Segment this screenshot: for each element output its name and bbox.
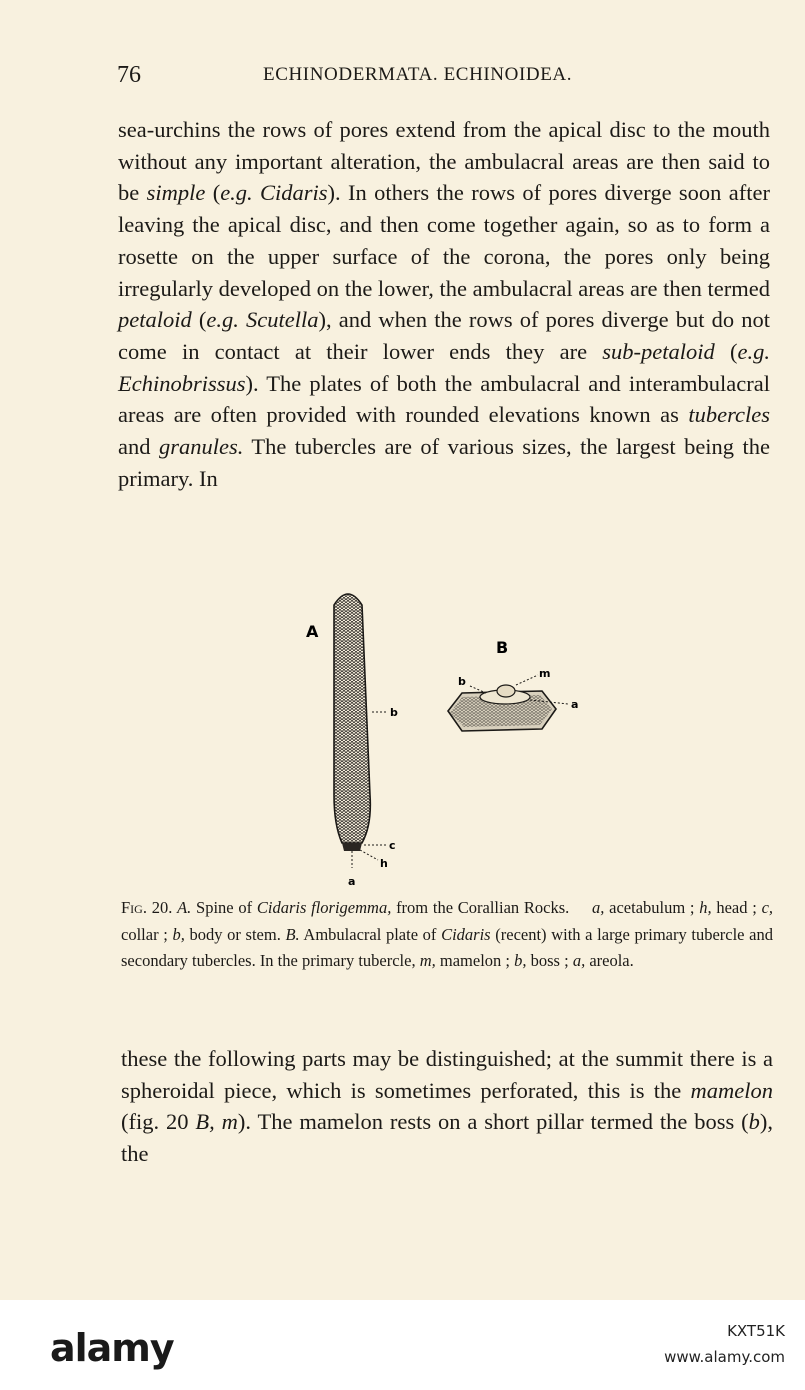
caption-body: a, acetabulum ; h, head ; c, collar ; b, body or stem. B. Ambulacral plate of Cidaris (recent) with a large primary tubercle and secondary tubercles. In the primary tubercle, m, mamelon ; b, boss ; a, areola. bbox=[121, 898, 774, 970]
label-B: B bbox=[496, 638, 509, 657]
caption-fig-label: Fig. bbox=[121, 898, 147, 917]
label-spine-b: b bbox=[390, 706, 398, 719]
label-plate-b: b bbox=[458, 675, 466, 688]
italic-run: m, bbox=[419, 951, 436, 970]
spine-body bbox=[334, 594, 370, 843]
figure-caption bbox=[121, 895, 773, 975]
page-number: 76 bbox=[117, 62, 141, 88]
italic-run: b, bbox=[172, 924, 185, 944]
spine-collar bbox=[342, 843, 362, 851]
italic-run: e.g. Echinobrissus bbox=[118, 338, 770, 396]
alamy-logo: alamy bbox=[50, 1326, 174, 1370]
italic-run: mamelon bbox=[690, 1077, 773, 1103]
italic-run: simple bbox=[146, 180, 206, 206]
label-spine-c: c bbox=[389, 839, 396, 852]
label-plate-m: m bbox=[539, 667, 551, 680]
caption-fig-number: 20. bbox=[151, 898, 173, 917]
paragraph-bottom: these the following parts may be distinguished; at the summit there is a spheroidal piece, which is sometimes perforated, this is the mamelon (fig. 20 B, m). The mamelon rests on a short pillar termed the boss (b), the bbox=[121, 1046, 773, 1166]
caption-line-1: A. Spine of Cidaris florigemma, from the Corallian Rocks. bbox=[177, 898, 570, 917]
italic-run: petaloid bbox=[118, 307, 192, 333]
italic-run: Cidaris florigemma, bbox=[256, 898, 392, 917]
running-title: ECHINODERMATA. ECHINOIDEA. bbox=[263, 64, 573, 85]
label-plate-a: a bbox=[571, 698, 579, 711]
italic-run: sub-petaloid bbox=[602, 338, 715, 364]
paragraph-top: sea-urchins the rows of pores extend from the apical disc to the mouth without any important alteration, the ambulacral areas are then said to be simple (e.g. Cidaris). In others the rows of pores diverge soon after leaving the apical disc, and then come together again, so as to form a rosette on the upper surface of the corona, the pores only being irregularly developed on the lower, the ambulacral areas are then termed petaloid (e.g. Scutella), and when the rows of pores diverge but do not come in contact at their lower ends they are sub-petaloid (e.g. Echinobrissus). The plates of both the ambulacral and interambulacral areas are often provided with rounded elevations known as tubercles and granules. The tubercles are of various sizes, the largest being the primary. In bbox=[118, 117, 770, 491]
italic-run: granules. bbox=[158, 434, 244, 460]
italic-run: e.g. Cidaris bbox=[220, 180, 328, 206]
leader-h bbox=[360, 850, 378, 860]
figure-20 bbox=[290, 585, 610, 895]
italic-run: B, m bbox=[195, 1109, 238, 1134]
italic-run: e.g. Scutella bbox=[206, 307, 319, 333]
italic-run: a, bbox=[572, 951, 586, 970]
italic-run: A. bbox=[177, 898, 192, 917]
image-code: KXT51K bbox=[727, 1322, 785, 1340]
label-spine-a: a bbox=[348, 875, 356, 888]
italic-run: tubercles bbox=[688, 402, 770, 428]
italic-run: b bbox=[748, 1109, 760, 1134]
mamelon bbox=[497, 685, 515, 697]
italic-run: a, bbox=[592, 898, 605, 917]
italic-run: h, bbox=[699, 898, 712, 917]
site-url: www.alamy.com bbox=[664, 1348, 785, 1366]
page-header bbox=[117, 62, 777, 92]
label-A: A bbox=[306, 622, 319, 641]
figure-illustration bbox=[290, 585, 610, 895]
plate-drawing bbox=[448, 638, 578, 731]
spine-drawing bbox=[306, 594, 398, 888]
watermark-footer bbox=[0, 1300, 805, 1390]
label-spine-h: h bbox=[380, 857, 388, 870]
italic-run: Cidaris bbox=[441, 924, 491, 944]
italic-run: B. bbox=[285, 924, 300, 944]
italic-run: b, bbox=[514, 951, 527, 970]
italic-run: c, bbox=[761, 898, 774, 917]
